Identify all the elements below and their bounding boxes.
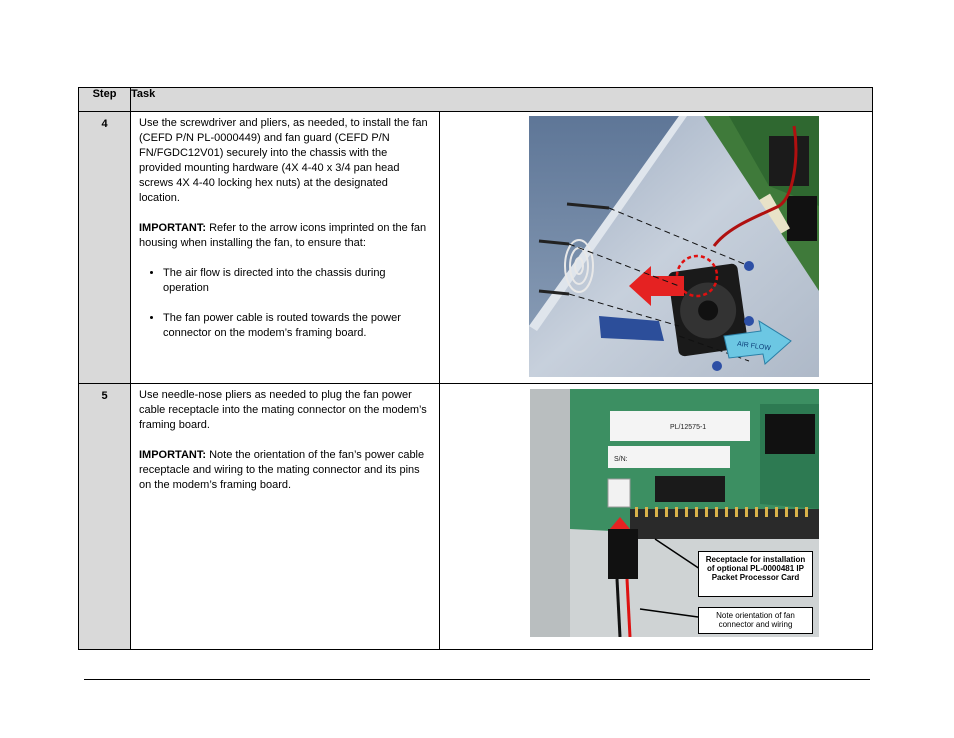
important-text: Refer to the arrow icons imprinted on the fan housing when installing the fan, to ensure that: (139, 222, 427, 249)
task-text (131, 384, 440, 650)
task-paragraph: Use the screwdriver and pliers, as needed, to install the fan (CEFD P/N PL-0000449) and fan guard (CEFD P/N FN/FGDC12V01) securely into the chassis with the provided mounting hardware (4X 4-40 x 3/4 pan head screws 4X 4-40 locking hex nuts) at the designated location. (139, 117, 428, 204)
step-number: 4 (79, 112, 131, 384)
important-label: IMPORTANT: (139, 222, 207, 234)
fan-installation-photo (529, 116, 819, 377)
table-header-row (79, 88, 873, 112)
task-paragraph: Use needle-nose pliers as needed to plug the fan power cable receptacle into the mating connector on the modem’s framing board. (139, 389, 427, 431)
procedure-table (78, 87, 873, 650)
step-number: 5 (79, 384, 131, 650)
task-text (131, 112, 440, 384)
table-row (79, 384, 873, 650)
important-text: Note the orientation of the fan’s power cable receptacle and wiring to the mating connector and its pins on the modem’s framing board. (139, 449, 425, 491)
image-cell (440, 112, 873, 384)
table-row (79, 112, 873, 384)
task-important (139, 221, 431, 251)
image-cell (440, 384, 873, 650)
airflow-label: AIR FLOW (736, 340, 772, 353)
connector-illustration (530, 389, 819, 637)
header-task: Task (131, 88, 873, 112)
important-label: IMPORTANT: (139, 449, 207, 461)
callout-receptacle: Receptacle for installation of optional PL-0000481 IP Packet Processor Card (698, 551, 813, 597)
task-important (139, 448, 431, 493)
list-item: • The fan power cable is routed towards the power connector on the modem’s framing board. (163, 311, 431, 341)
connector-photo (530, 389, 819, 637)
board-label: PL/12575-1 (670, 424, 707, 431)
fan-installation-illustration (529, 116, 819, 377)
callout-orientation: Note orientation of fan connector and wiring (698, 607, 813, 634)
sn-label: S/N: (614, 456, 628, 463)
header-step: Step (79, 88, 131, 112)
list-item: • The air flow is directed into the chassis during operation (163, 266, 431, 296)
bullet-list (139, 266, 431, 341)
footer-rule (84, 679, 870, 680)
